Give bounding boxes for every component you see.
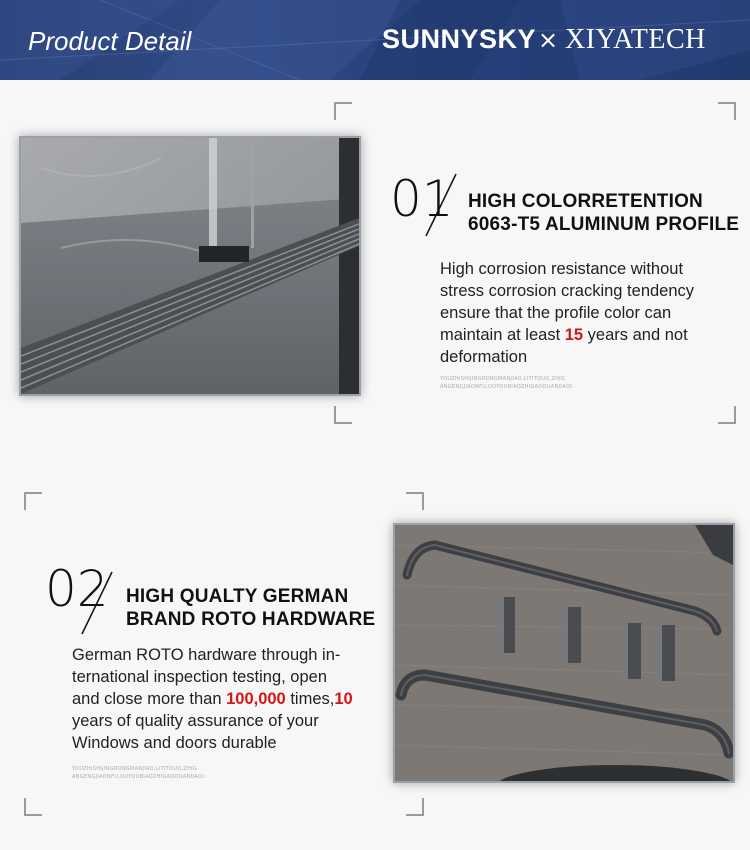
feature2-fine-print-line1: YOUZHISHIJINGRONGMANJIAO,LITITOUQ,ZHIG	[72, 766, 198, 772]
feature1-years-highlight: 15	[564, 326, 584, 344]
feature2-cycles-highlight: 100,000	[226, 690, 286, 708]
feature2-fine-print-line2: ANGENGJIAONFU,OUYOUBIAOZHIGAOOUANDAOI.	[72, 774, 207, 780]
feature1-description	[440, 258, 740, 368]
feature2-fine-print	[72, 765, 206, 781]
feature1-fine-print	[440, 375, 574, 391]
frame-corner-top-right	[718, 102, 736, 120]
feature1-fine-print-line1: YOUZHISHIJINGRONGMANJIAO,LITITOUQ,ZHIG	[440, 376, 566, 382]
feature1-heading	[468, 190, 739, 236]
feature2-heading-line2: BRAND ROTO HARDWARE	[126, 609, 376, 630]
feature2-line3-pre: and close more than	[72, 690, 227, 708]
feature1-line1: High corrosion resistance without	[440, 260, 684, 278]
feature1-fine-print-line2: ANGENGJIAONFU,OUYOUBIAOZHIGAOOUANDAOI.	[440, 384, 575, 390]
feature2-line4: years of quality assurance of your	[72, 712, 319, 730]
header-banner	[0, 0, 750, 80]
feature1-line2: stress corrosion cracking tendency	[440, 282, 695, 300]
frame-corner-bottom-left	[334, 406, 352, 424]
feature2-years-highlight: 10	[334, 690, 353, 708]
feature2-line1: German ROTO hardware through in-	[72, 646, 341, 664]
page-title: Product Detail	[28, 26, 192, 56]
frame-corner-top-left	[24, 492, 42, 510]
feature2-heading-line1: HIGH QUALTY GERMAN	[126, 586, 349, 607]
slash-divider-icon	[420, 170, 460, 240]
feature2-line3	[72, 688, 382, 710]
feature-number-02: 02	[45, 560, 109, 618]
feature1-line4	[440, 324, 740, 346]
brand-name: SUNNYSKY	[382, 24, 537, 54]
frame-corner-bottom-left	[24, 798, 42, 816]
feature1-line5: deformation	[440, 348, 528, 366]
roto-hardware-photo	[393, 523, 735, 783]
frame-corner-top-left	[334, 102, 352, 120]
feature1-line4-post: years and not	[583, 326, 688, 344]
feature1-line4-pre: maintain at least	[440, 326, 565, 344]
feature-number-01: 01	[390, 170, 454, 228]
feature2-line5: Windows and doors durable	[72, 734, 277, 752]
feature2-description	[72, 644, 382, 754]
aluminum-profile-photo	[19, 136, 361, 396]
feature2-heading	[126, 585, 375, 631]
hardware-handles-illustration	[395, 525, 733, 781]
feature1-line3: ensure that the profile color can	[440, 304, 672, 322]
slash-divider-icon	[76, 568, 116, 638]
brand-cross: ×	[538, 26, 559, 54]
frame-corner-bottom-right	[406, 798, 424, 816]
shower-drain-illustration	[21, 138, 359, 394]
feature1-heading-line1: HIGH COLORRETENTION	[468, 191, 703, 212]
frame-corner-top-right	[406, 492, 424, 510]
feature2-line3-mid: times,	[285, 690, 335, 708]
partner-name: XIYATECH	[565, 24, 706, 55]
feature2-line2: ternational inspection testing, open	[72, 668, 328, 686]
frame-corner-bottom-right	[718, 406, 736, 424]
feature1-heading-line2: 6063-T5 ALUMINUM PROFILE	[468, 214, 740, 235]
